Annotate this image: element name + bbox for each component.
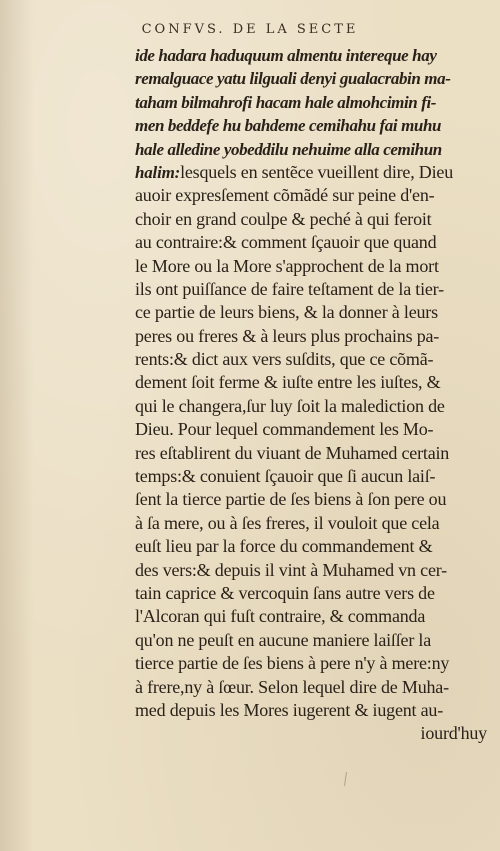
french-line: au contraire:& comment ſçauoir que quand — [135, 232, 437, 253]
french-line: tain caprice & vercoquin ſans autre vers de — [135, 582, 435, 603]
french-line: euſt lieu par la force du commandement & — [135, 536, 433, 557]
mixed-line — [135, 161, 497, 184]
french-line: med depuis les Mores iugerent & iugent au- — [135, 699, 444, 720]
french-line: res eſtablirent du viuant de Muhamed certain — [135, 442, 450, 463]
text-block — [135, 44, 497, 746]
french-line: ce partie de leurs biens, & la donner à leurs — [135, 302, 438, 323]
french-line: dement ſoit ferme & iuſte entre les iuſtes, & — [135, 372, 441, 393]
gutter-shadow — [0, 0, 34, 851]
french-line: ils ont puiſſance de faire teſtament de la tier- — [135, 278, 444, 299]
french-line: peres ou freres & à leurs plus prochains pa- — [135, 325, 440, 346]
arabic-line: remalguace yatu lilguali denyi gualacrabin ma- — [135, 69, 451, 89]
french-line: tierce partie de ſes biens à pere n'y à mere:ny — [135, 653, 450, 674]
arabic-line: men beddefe hu bahdeme cemihahu fai muhu — [135, 116, 442, 136]
french-line: à ſa mere, ou à ſes freres, il vouloit que cela — [135, 512, 440, 533]
french-line: le More ou la More s'approchent de la mort — [135, 255, 439, 276]
french-fragment: lesquels en sentẽce vueillent dire, Dieu — [180, 161, 453, 182]
french-line: qu'on ne peuſt en aucune maniere laiſſer la — [135, 629, 432, 650]
paper-mark — [344, 772, 347, 786]
arabic-line: ide hadara haduquum almentu intereque hay — [135, 46, 437, 65]
french-line: auoir expresſement cõmãdé sur peine d'en- — [135, 185, 435, 206]
french-line: rents:& dict aux vers suſdits, que ce cõmã- — [135, 349, 434, 370]
french-line: ſent la tierce partie de ſes biens à ſon pere ou — [135, 489, 447, 510]
french-line: l'Alcoran qui fuſt contraire, & commanda — [135, 606, 426, 627]
arabic-line: hale alledine yobeddilu nehuime alla cemihun — [135, 139, 442, 159]
french-line: qui le changera,ſur luy ſoit la malediction de — [135, 395, 445, 416]
arabic-fragment: halim: — [135, 162, 181, 182]
running-title: CONFVS. DE LA SECTE — [141, 22, 359, 37]
french-line: des vers:& depuis il vint à Muhamed vn cer- — [135, 559, 447, 580]
french-line: temps:& conuient ſçauoir que ſi aucun laiſ- — [135, 466, 436, 487]
french-line: à frere,ny à ſœur. Selon lequel dire de Muha- — [135, 676, 449, 697]
french-line: choir en grand coulpe & peché à qui feroit — [135, 208, 432, 229]
french-line: Dieu. Pour lequel commandement les Mo- — [135, 419, 434, 440]
arabic-line: taham bilmahrofi hacam hale almohcimin fi- — [135, 92, 437, 112]
catchword: iourd'huy — [420, 723, 487, 744]
